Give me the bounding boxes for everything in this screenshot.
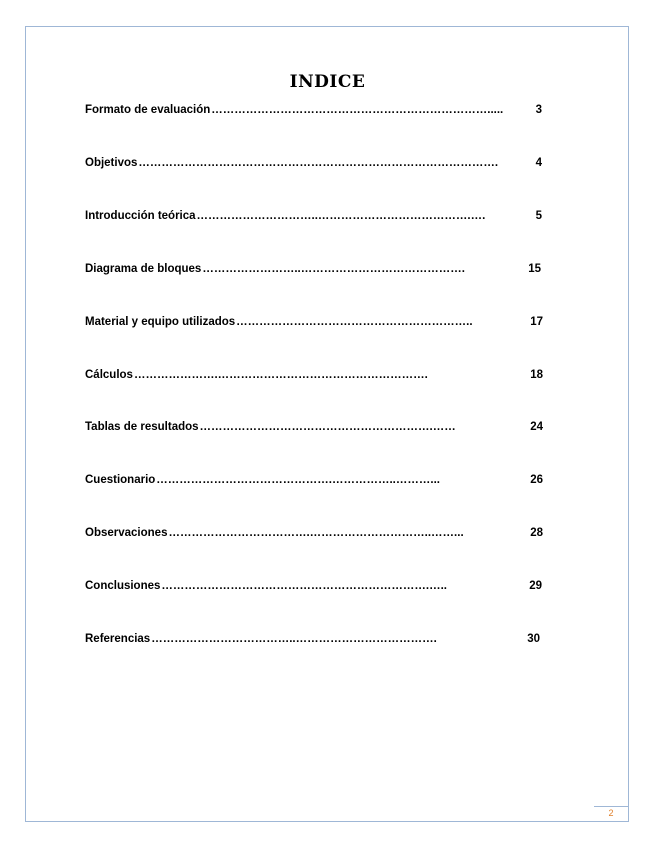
toc-entry-conclusiones[interactable] xyxy=(85,580,542,596)
toc-dot-leader: ……………………………….…………………………..……... xyxy=(168,527,464,539)
toc-entry-label: Formato de evaluación xyxy=(85,104,211,116)
toc-entry-label: Introducción teórica xyxy=(85,210,196,222)
toc-entry-observaciones[interactable] xyxy=(85,527,543,543)
toc-entry-label: Tablas de resultados xyxy=(85,421,199,433)
toc-entry-cuestionario[interactable] xyxy=(85,474,543,490)
toc-dot-leader: …………………………………………………………….….. xyxy=(161,580,447,592)
toc-entry-page: 18 xyxy=(530,369,543,381)
toc-entry-objetivos[interactable] xyxy=(85,157,542,173)
toc-dot-leader: …………………………..………………………………….…. xyxy=(196,210,486,222)
toc-entry-page: 28 xyxy=(530,527,543,539)
page-title: INDICE xyxy=(289,72,366,92)
toc-dot-leader: ………………….………………………………………………. xyxy=(133,369,428,381)
toc-entry-label: Conclusiones xyxy=(85,580,161,592)
toc-entry-page: 15 xyxy=(528,263,541,275)
toc-entry-diagrama-de-bloques[interactable] xyxy=(85,263,541,279)
toc-entry-page: 26 xyxy=(530,474,543,486)
toc-dot-leader: ………………………………..………………………………. xyxy=(151,633,437,645)
toc-entry-label: Cuestionario xyxy=(85,474,156,486)
toc-entry-page: 24 xyxy=(530,421,543,433)
toc-entry-formato-de-evaluacion[interactable] xyxy=(85,104,542,120)
toc-entry-page: 3 xyxy=(535,104,542,116)
page-number: 2 xyxy=(608,808,614,818)
page-number-rule xyxy=(594,806,628,807)
toc-entry-label: Referencias xyxy=(85,633,151,645)
toc-entry-label: Diagrama de bloques xyxy=(85,263,202,275)
toc-dot-leader: …………………………………………………………………………………. xyxy=(138,157,499,169)
toc-entry-label: Material y equipo utilizados xyxy=(85,316,236,328)
toc-dot-leader: ……………………………………….……………..………... xyxy=(156,474,440,486)
toc-entry-page: 29 xyxy=(529,580,542,592)
toc-entry-calculos[interactable] xyxy=(85,369,543,385)
toc-entry-label: Cálculos xyxy=(85,369,133,381)
toc-entry-referencias[interactable] xyxy=(85,633,540,649)
toc-dot-leader: …………………………………………………….…… xyxy=(199,421,456,433)
toc-entry-page: 17 xyxy=(530,316,543,328)
toc-dot-leader: ……………………..……………………………………. xyxy=(202,263,465,275)
toc-entry-label: Observaciones xyxy=(85,527,168,539)
toc-entry-page: 5 xyxy=(535,210,542,222)
toc-entry-page: 4 xyxy=(535,157,542,169)
toc-dot-leader: ………………………………………………………………..... xyxy=(211,104,504,116)
toc-entry-page: 30 xyxy=(527,633,540,645)
toc-dot-leader: …………………………………………………….. xyxy=(236,316,473,328)
toc-entry-tablas-de-resultados[interactable] xyxy=(85,421,543,437)
toc-entry-label: Objetivos xyxy=(85,157,138,169)
toc-entry-material-y-equipo-utilizados[interactable] xyxy=(85,316,543,332)
toc-entry-introduccion-teorica[interactable] xyxy=(85,210,542,226)
